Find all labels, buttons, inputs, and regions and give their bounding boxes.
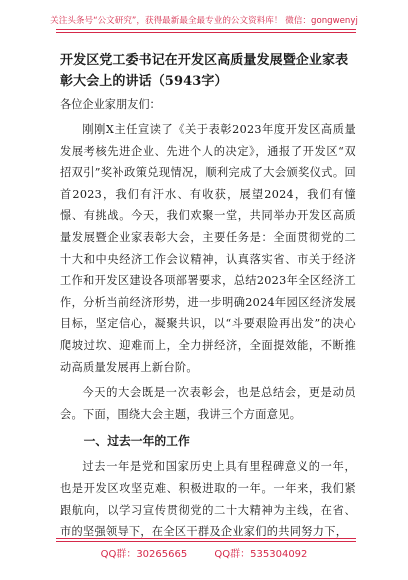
salutation: 各位企业家朋友们： [60, 98, 161, 111]
footer-qq-group-1: QQ群：30265665 [100, 549, 188, 560]
footer-rule-thick [56, 541, 356, 542]
paragraph-opening: 刚刚X主任宣读了《关于表彰2023年度开发区高质量发展考核先进企业、先进个人的决定》，通报了开发区“双招双引”奖补政策兑现情况，顺利完成了大会颁奖仪式。回首2023，我们有汗水、有收获，展望2024，我们有憧憬、有挑战。今天，我们欢聚一堂，共同举办开发区高质量发展暨企业家表彰大会，主要任务是：全面贯彻党的二十大和中央经济工作会议精神，认真落实省、市关于经济工作和开发区建设各项部署要求，总结2023年全区经济工作，分析当前经济形势，进一步明确2024年园区经济发展目标，坚定信心，凝聚共识，以“斗要艰险再出发”的决心爬坡过坎、迎难而上，全力拼经济，全面提效能，不断推动高质量发展再上新台阶。 [60, 123, 356, 374]
footer-qq-group-2: QQ群：535304092 [214, 549, 308, 560]
header-rule-thin [56, 32, 356, 33]
page-footer [0, 545, 408, 560]
paragraph-section-one: 过去一年是党和国家历史上具有里程碑意义的一年，也是开发区攻坚克难、积极进取的一年。一年来，我们紧跟航向，以学习宣传贯彻党的二十大精神为主线，在省、市的坚强领导下，在全区干群及企业家们的共同努力下， [60, 460, 356, 539]
section-heading: 一、过去一年的工作 [83, 434, 190, 449]
document-body [60, 50, 356, 543]
page-header-banner: 关注头条号“公文研究”，获得最新最全最专业的公文资料库！ 微信：gongwenyj [50, 16, 358, 26]
footer-rule-thin [56, 538, 356, 539]
header-rule-thick [56, 29, 356, 30]
paragraph-agenda: 今天的大会既是一次表彰会，也是总结会，更是动员会。下面，围绕大会主题，我讲三个方面意见。 [60, 386, 356, 421]
document-title: 开发区党工委书记在开发区高质量发展暨企业家表彰大会上的讲话（5943字） [60, 53, 349, 89]
